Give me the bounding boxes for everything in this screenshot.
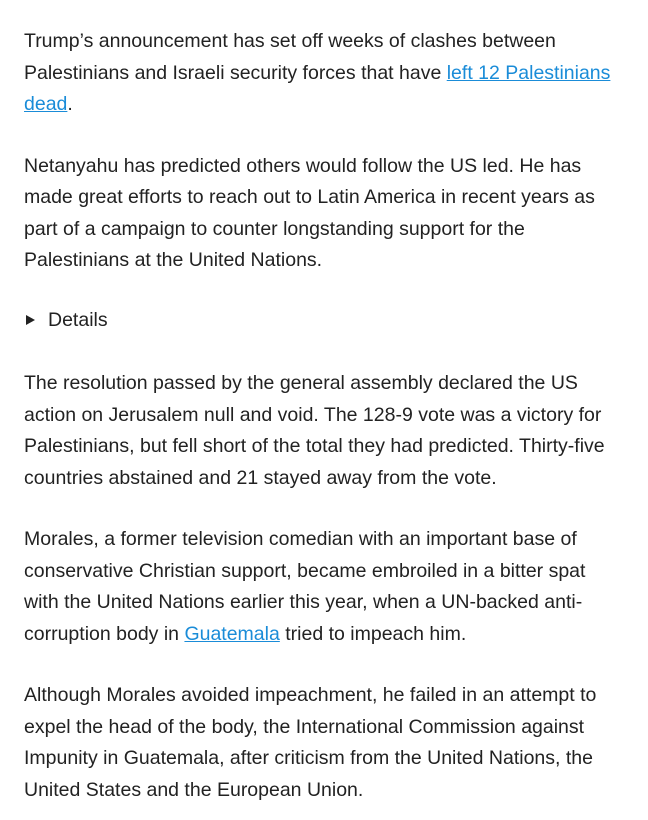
paragraph-impeachment: Although Morales avoided impeachment, he failed in an attempt to expel the head of the body, the International Commission against Impunity in Guatemala, after criticism from the United Nations, the United States and the European Union. bbox=[24, 684, 597, 801]
paragraph-text: . bbox=[67, 93, 73, 115]
paragraph-morales bbox=[24, 524, 624, 650]
details-label: Details bbox=[48, 308, 108, 331]
paragraph-netanyahu: Netanyahu has predicted others would follow the US led. He has made great efforts to reach out to Latin America in recent years as part of a campaign to counter longstanding support for the Palestinians at the United Nations. bbox=[24, 154, 595, 271]
left-12-palestinians-dead-link[interactable]: left 12 Palestinians dead bbox=[24, 61, 611, 115]
guatemala-link[interactable]: Guatemala bbox=[184, 622, 280, 645]
paragraph-clashes bbox=[24, 26, 624, 121]
paragraph-text: tried to impeach him. bbox=[279, 622, 467, 645]
paragraph-resolution: The resolution passed by the general assembly declared the US action on Jerusalem null and void. The 128-9 vote was a victory for Palestinians, but fell short of the total they had predicted. Thirty-five countries abstained and 21 stayed away from the vote. bbox=[24, 372, 605, 489]
disclosure-triangle-icon bbox=[26, 315, 35, 325]
paragraph-text: Morales, a former television comedian with an important base of conservative Christian support, became embroiled in a bitter spat with the United Nations earlier this year, when a UN-backed anti-corruption body in bbox=[24, 528, 586, 645]
paragraph-text: Trump’s announcement has set off weeks of clashes between Palestinians and Israeli security forces that have bbox=[24, 30, 556, 84]
details-disclosure[interactable] bbox=[24, 305, 624, 337]
